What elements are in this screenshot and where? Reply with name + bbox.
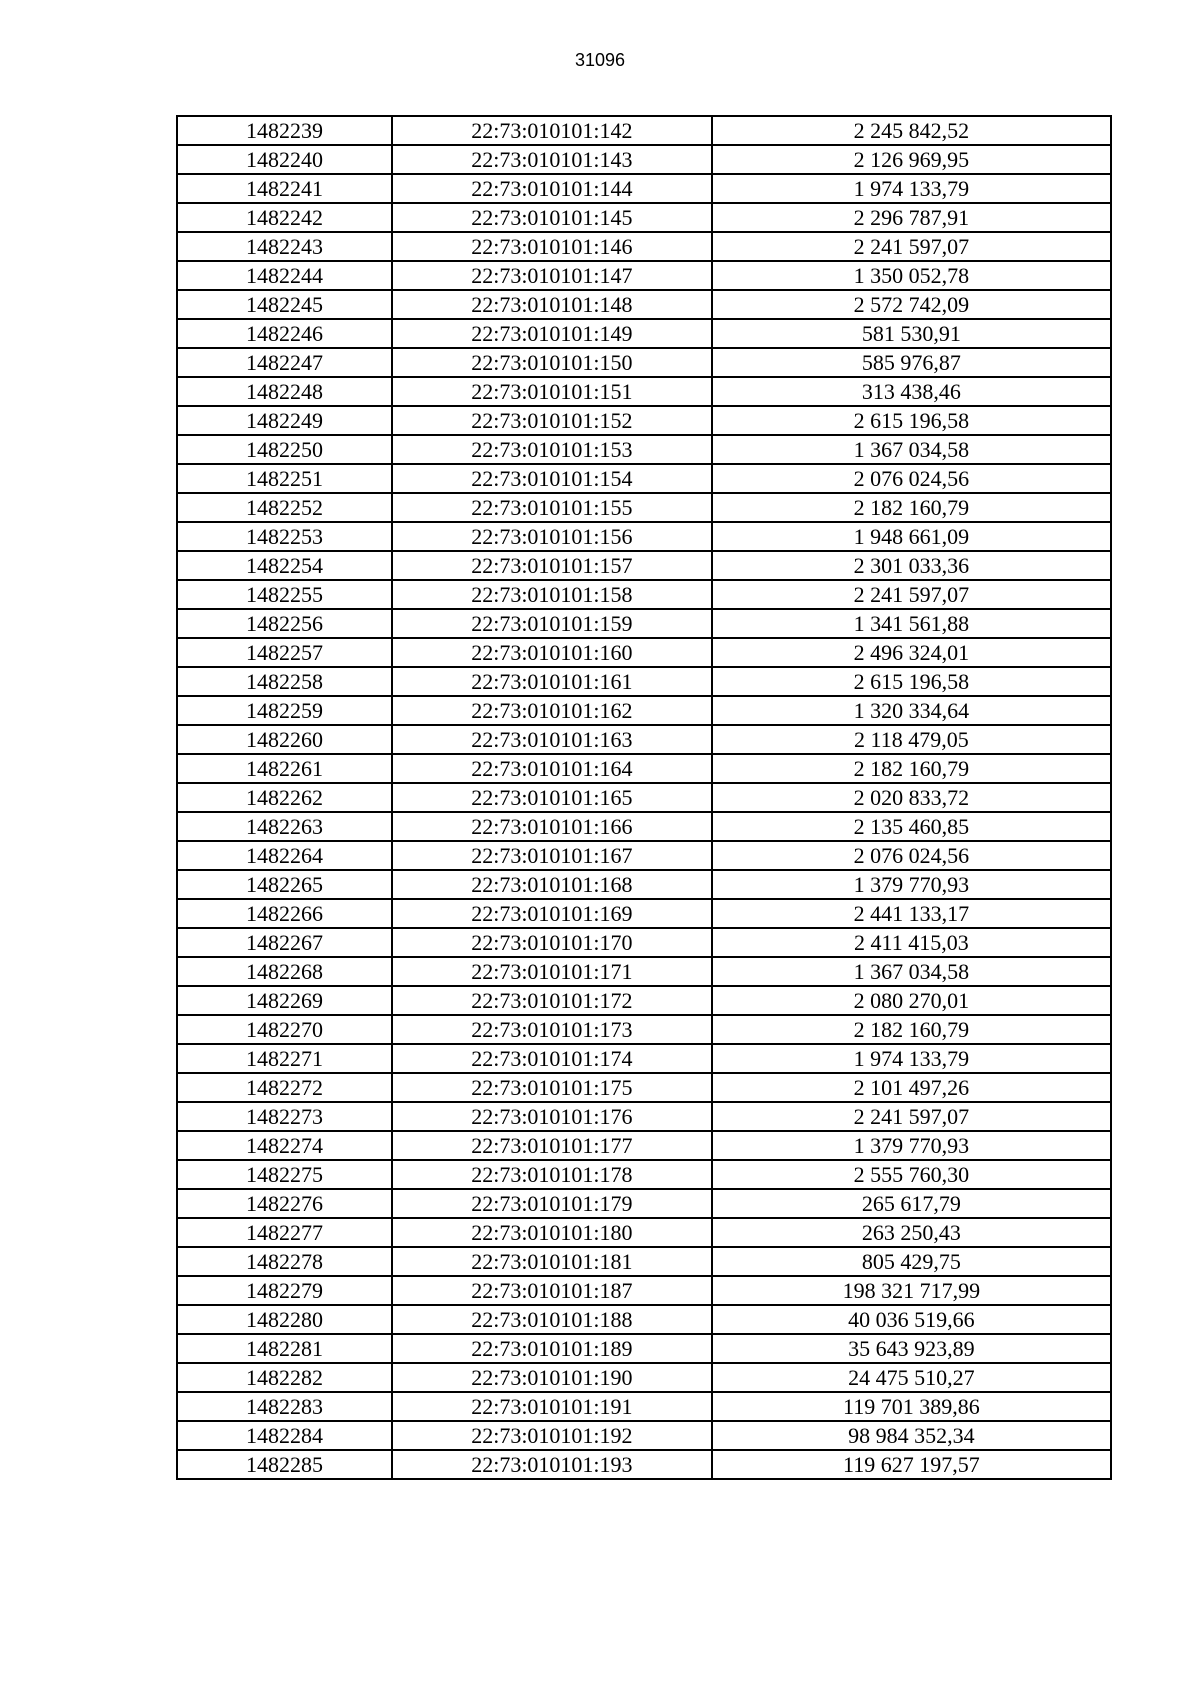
record-number-cell: 1482270 <box>177 1015 392 1044</box>
cadastral-number-cell: 22:73:010101:151 <box>392 377 712 406</box>
record-number-cell: 1482279 <box>177 1276 392 1305</box>
record-number-cell: 1482246 <box>177 319 392 348</box>
cadastral-value-cell: 2 441 133,17 <box>712 899 1111 928</box>
cadastral-number-cell: 22:73:010101:148 <box>392 290 712 319</box>
cadastral-value-cell: 1 367 034,58 <box>712 957 1111 986</box>
cadastral-number-cell: 22:73:010101:170 <box>392 928 712 957</box>
cadastral-number-cell: 22:73:010101:192 <box>392 1421 712 1450</box>
table-row <box>177 522 1111 551</box>
table-row <box>177 145 1111 174</box>
table-row <box>177 638 1111 667</box>
table-row <box>177 754 1111 783</box>
record-number-cell: 1482275 <box>177 1160 392 1189</box>
cadastral-value-cell: 1 350 052,78 <box>712 261 1111 290</box>
cadastral-value-cell: 2 296 787,91 <box>712 203 1111 232</box>
cadastral-number-cell: 22:73:010101:175 <box>392 1073 712 1102</box>
cadastral-number-cell: 22:73:010101:164 <box>392 754 712 783</box>
table-row <box>177 957 1111 986</box>
cadastral-number-cell: 22:73:010101:187 <box>392 1276 712 1305</box>
table-row <box>177 812 1111 841</box>
cadastral-number-cell: 22:73:010101:156 <box>392 522 712 551</box>
table-row <box>177 174 1111 203</box>
cadastral-value-cell: 263 250,43 <box>712 1218 1111 1247</box>
cadastral-number-cell: 22:73:010101:172 <box>392 986 712 1015</box>
table-row <box>177 551 1111 580</box>
cadastral-value-cell: 2 615 196,58 <box>712 667 1111 696</box>
cadastral-number-cell: 22:73:010101:193 <box>392 1450 712 1479</box>
table-row <box>177 783 1111 812</box>
cadastral-number-cell: 22:73:010101:144 <box>392 174 712 203</box>
cadastral-value-cell: 2 245 842,52 <box>712 116 1111 145</box>
cadastral-number-cell: 22:73:010101:153 <box>392 435 712 464</box>
table-row <box>177 232 1111 261</box>
record-number-cell: 1482262 <box>177 783 392 812</box>
table-row <box>177 841 1111 870</box>
table-row <box>177 1218 1111 1247</box>
table-row <box>177 1276 1111 1305</box>
table-row <box>177 1305 1111 1334</box>
record-number-cell: 1482255 <box>177 580 392 609</box>
record-number-cell: 1482271 <box>177 1044 392 1073</box>
record-number-cell: 1482260 <box>177 725 392 754</box>
record-number-cell: 1482280 <box>177 1305 392 1334</box>
cadastral-number-cell: 22:73:010101:145 <box>392 203 712 232</box>
record-number-cell: 1482251 <box>177 464 392 493</box>
cadastral-number-cell: 22:73:010101:188 <box>392 1305 712 1334</box>
table-row <box>177 1450 1111 1479</box>
cadastral-value-table <box>176 115 1112 1480</box>
cadastral-number-cell: 22:73:010101:157 <box>392 551 712 580</box>
cadastral-value-cell: 805 429,75 <box>712 1247 1111 1276</box>
cadastral-value-cell: 2 241 597,07 <box>712 580 1111 609</box>
record-number-cell: 1482277 <box>177 1218 392 1247</box>
table-row <box>177 1421 1111 1450</box>
cadastral-number-cell: 22:73:010101:178 <box>392 1160 712 1189</box>
cadastral-number-cell: 22:73:010101:154 <box>392 464 712 493</box>
record-number-cell: 1482283 <box>177 1392 392 1421</box>
record-number-cell: 1482264 <box>177 841 392 870</box>
cadastral-value-cell: 2 076 024,56 <box>712 464 1111 493</box>
cadastral-value-cell: 98 984 352,34 <box>712 1421 1111 1450</box>
cadastral-number-cell: 22:73:010101:143 <box>392 145 712 174</box>
record-number-cell: 1482253 <box>177 522 392 551</box>
table-row <box>177 986 1111 1015</box>
cadastral-value-cell: 2 241 597,07 <box>712 232 1111 261</box>
cadastral-value-cell: 581 530,91 <box>712 319 1111 348</box>
record-number-cell: 1482243 <box>177 232 392 261</box>
cadastral-value-cell: 2 182 160,79 <box>712 1015 1111 1044</box>
cadastral-number-cell: 22:73:010101:152 <box>392 406 712 435</box>
table-row <box>177 261 1111 290</box>
record-number-cell: 1482267 <box>177 928 392 957</box>
cadastral-number-cell: 22:73:010101:162 <box>392 696 712 725</box>
record-number-cell: 1482247 <box>177 348 392 377</box>
record-number-cell: 1482250 <box>177 435 392 464</box>
record-number-cell: 1482259 <box>177 696 392 725</box>
cadastral-value-cell: 2 411 415,03 <box>712 928 1111 957</box>
cadastral-number-cell: 22:73:010101:190 <box>392 1363 712 1392</box>
record-number-cell: 1482245 <box>177 290 392 319</box>
table-row <box>177 377 1111 406</box>
record-number-cell: 1482268 <box>177 957 392 986</box>
cadastral-number-cell: 22:73:010101:159 <box>392 609 712 638</box>
cadastral-value-cell: 2 615 196,58 <box>712 406 1111 435</box>
table-row <box>177 928 1111 957</box>
cadastral-number-cell: 22:73:010101:181 <box>392 1247 712 1276</box>
cadastral-value-cell: 1 948 661,09 <box>712 522 1111 551</box>
table-row <box>177 899 1111 928</box>
table-row <box>177 667 1111 696</box>
table-row <box>177 203 1111 232</box>
cadastral-number-cell: 22:73:010101:174 <box>392 1044 712 1073</box>
cadastral-number-cell: 22:73:010101:177 <box>392 1131 712 1160</box>
table-row <box>177 1392 1111 1421</box>
record-number-cell: 1482254 <box>177 551 392 580</box>
cadastral-number-cell: 22:73:010101:171 <box>392 957 712 986</box>
cadastral-number-cell: 22:73:010101:168 <box>392 870 712 899</box>
table-row <box>177 1015 1111 1044</box>
cadastral-number-cell: 22:73:010101:155 <box>392 493 712 522</box>
record-number-cell: 1482265 <box>177 870 392 899</box>
cadastral-number-cell: 22:73:010101:142 <box>392 116 712 145</box>
cadastral-value-cell: 1 379 770,93 <box>712 870 1111 899</box>
cadastral-value-cell: 2 020 833,72 <box>712 783 1111 812</box>
page-number: 31096 <box>574 50 626 70</box>
cadastral-value-cell: 2 241 597,07 <box>712 1102 1111 1131</box>
cadastral-value-cell: 2 301 033,36 <box>712 551 1111 580</box>
cadastral-number-cell: 22:73:010101:189 <box>392 1334 712 1363</box>
table-row <box>177 1073 1111 1102</box>
cadastral-value-cell: 24 475 510,27 <box>712 1363 1111 1392</box>
cadastral-value-cell: 40 036 519,66 <box>712 1305 1111 1334</box>
cadastral-value-cell: 1 379 770,93 <box>712 1131 1111 1160</box>
table-row <box>177 1160 1111 1189</box>
record-number-cell: 1482285 <box>177 1450 392 1479</box>
record-number-cell: 1482282 <box>177 1363 392 1392</box>
record-number-cell: 1482244 <box>177 261 392 290</box>
cadastral-value-cell: 2 076 024,56 <box>712 841 1111 870</box>
cadastral-value-cell: 2 496 324,01 <box>712 638 1111 667</box>
record-number-cell: 1482281 <box>177 1334 392 1363</box>
record-number-cell: 1482252 <box>177 493 392 522</box>
cadastral-number-cell: 22:73:010101:147 <box>392 261 712 290</box>
cadastral-number-cell: 22:73:010101:160 <box>392 638 712 667</box>
table-body <box>177 116 1111 1479</box>
cadastral-number-cell: 22:73:010101:179 <box>392 1189 712 1218</box>
record-number-cell: 1482276 <box>177 1189 392 1218</box>
cadastral-number-cell: 22:73:010101:173 <box>392 1015 712 1044</box>
table-row <box>177 1334 1111 1363</box>
table-row <box>177 580 1111 609</box>
cadastral-value-cell: 2 118 479,05 <box>712 725 1111 754</box>
table-row <box>177 1247 1111 1276</box>
record-number-cell: 1482242 <box>177 203 392 232</box>
cadastral-value-cell: 198 321 717,99 <box>712 1276 1111 1305</box>
cadastral-value-cell: 2 135 460,85 <box>712 812 1111 841</box>
cadastral-value-cell: 1 974 133,79 <box>712 1044 1111 1073</box>
cadastral-number-cell: 22:73:010101:165 <box>392 783 712 812</box>
record-number-cell: 1482269 <box>177 986 392 1015</box>
record-number-cell: 1482273 <box>177 1102 392 1131</box>
record-number-cell: 1482272 <box>177 1073 392 1102</box>
cadastral-value-cell: 1 320 334,64 <box>712 696 1111 725</box>
table-row <box>177 493 1111 522</box>
table-row <box>177 870 1111 899</box>
cadastral-value-cell: 2 572 742,09 <box>712 290 1111 319</box>
record-number-cell: 1482248 <box>177 377 392 406</box>
table-row <box>177 1189 1111 1218</box>
cadastral-value-cell: 1 974 133,79 <box>712 174 1111 203</box>
table-row <box>177 464 1111 493</box>
cadastral-value-cell: 313 438,46 <box>712 377 1111 406</box>
cadastral-value-cell: 2 182 160,79 <box>712 493 1111 522</box>
table-row <box>177 1044 1111 1073</box>
cadastral-number-cell: 22:73:010101:150 <box>392 348 712 377</box>
cadastral-value-cell: 2 101 497,26 <box>712 1073 1111 1102</box>
table-row <box>177 725 1111 754</box>
record-number-cell: 1482256 <box>177 609 392 638</box>
cadastral-value-cell: 1 341 561,88 <box>712 609 1111 638</box>
cadastral-number-cell: 22:73:010101:167 <box>392 841 712 870</box>
cadastral-value-cell: 119 701 389,86 <box>712 1392 1111 1421</box>
cadastral-number-cell: 22:73:010101:176 <box>392 1102 712 1131</box>
cadastral-value-cell: 2 182 160,79 <box>712 754 1111 783</box>
cadastral-value-cell: 1 367 034,58 <box>712 435 1111 464</box>
cadastral-number-cell: 22:73:010101:158 <box>392 580 712 609</box>
cadastral-number-cell: 22:73:010101:161 <box>392 667 712 696</box>
record-number-cell: 1482266 <box>177 899 392 928</box>
cadastral-value-cell: 2 555 760,30 <box>712 1160 1111 1189</box>
table-row <box>177 290 1111 319</box>
cadastral-number-cell: 22:73:010101:166 <box>392 812 712 841</box>
cadastral-value-cell: 2 126 969,95 <box>712 145 1111 174</box>
cadastral-value-cell: 119 627 197,57 <box>712 1450 1111 1479</box>
table-row <box>177 1131 1111 1160</box>
table-row <box>177 696 1111 725</box>
record-number-cell: 1482263 <box>177 812 392 841</box>
record-number-cell: 1482284 <box>177 1421 392 1450</box>
cadastral-number-cell: 22:73:010101:146 <box>392 232 712 261</box>
table-row <box>177 348 1111 377</box>
record-number-cell: 1482278 <box>177 1247 392 1276</box>
table-row <box>177 1363 1111 1392</box>
record-number-cell: 1482261 <box>177 754 392 783</box>
table-row <box>177 406 1111 435</box>
record-number-cell: 1482240 <box>177 145 392 174</box>
record-number-cell: 1482274 <box>177 1131 392 1160</box>
record-number-cell: 1482239 <box>177 116 392 145</box>
record-number-cell: 1482241 <box>177 174 392 203</box>
cadastral-number-cell: 22:73:010101:191 <box>392 1392 712 1421</box>
record-number-cell: 1482258 <box>177 667 392 696</box>
table-row <box>177 319 1111 348</box>
cadastral-value-cell: 35 643 923,89 <box>712 1334 1111 1363</box>
cadastral-value-cell: 2 080 270,01 <box>712 986 1111 1015</box>
record-number-cell: 1482257 <box>177 638 392 667</box>
cadastral-number-cell: 22:73:010101:169 <box>392 899 712 928</box>
record-number-cell: 1482249 <box>177 406 392 435</box>
cadastral-number-cell: 22:73:010101:149 <box>392 319 712 348</box>
cadastral-number-cell: 22:73:010101:163 <box>392 725 712 754</box>
table-row <box>177 116 1111 145</box>
table-row <box>177 1102 1111 1131</box>
cadastral-number-cell: 22:73:010101:180 <box>392 1218 712 1247</box>
table-row <box>177 435 1111 464</box>
cadastral-value-cell: 585 976,87 <box>712 348 1111 377</box>
cadastral-value-cell: 265 617,79 <box>712 1189 1111 1218</box>
table-row <box>177 609 1111 638</box>
